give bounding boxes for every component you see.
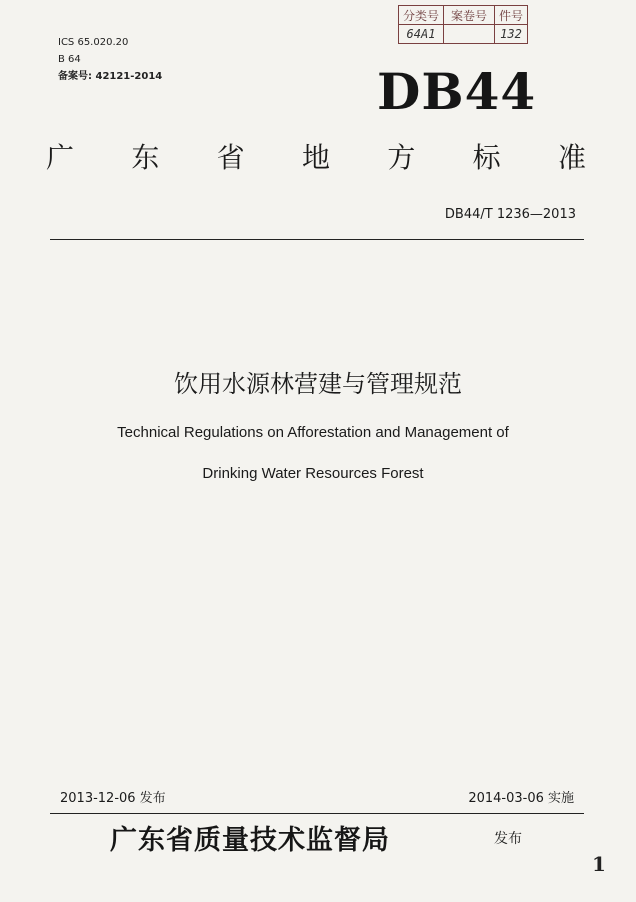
- archive-stamp: [398, 5, 528, 44]
- chinese-title: 饮用水源林营建与管理规范: [174, 370, 462, 398]
- bottom-divider: [50, 813, 584, 814]
- title-char: 省: [216, 141, 245, 174]
- standard-number: DB44/T 1236—2013: [444, 207, 576, 222]
- english-title-line-1: Technical Regulations on Afforestation and Management of: [117, 424, 509, 441]
- stamp-value-category: 64A1: [399, 25, 444, 44]
- record-number: 备案号: 42121-2014: [58, 71, 163, 82]
- stamp-header-category: 分类号: [399, 6, 444, 25]
- stamp-value-volume: [444, 25, 495, 44]
- standard-type-title: [46, 136, 586, 176]
- title-char: 准: [557, 141, 586, 174]
- issue-date: 2013-12-06 发布: [60, 791, 166, 806]
- implementation-date: 2014-03-06 实施: [468, 791, 574, 806]
- title-char: 地: [301, 141, 330, 174]
- title-char: 东: [131, 141, 160, 174]
- db44-logo: DB44: [377, 62, 537, 121]
- issuing-authority: 广东省质量技术监督局: [110, 825, 390, 856]
- top-divider: [50, 239, 584, 240]
- stamp-header-volume: 案卷号: [444, 6, 495, 25]
- page-mark: 1: [592, 852, 606, 876]
- title-char: 广: [46, 141, 75, 174]
- classification-codes: [58, 34, 162, 85]
- stamp-header-item: 件号: [495, 6, 528, 25]
- ccs-code: B 64: [58, 54, 81, 65]
- ics-code: ICS 65.020.20: [58, 37, 129, 48]
- issuer-suffix: 发布: [494, 831, 522, 847]
- stamp-value-item: 132: [495, 25, 528, 44]
- title-char: 方: [387, 141, 416, 174]
- english-title-line-2: Drinking Water Resources Forest: [202, 465, 424, 482]
- title-char: 标: [472, 141, 501, 174]
